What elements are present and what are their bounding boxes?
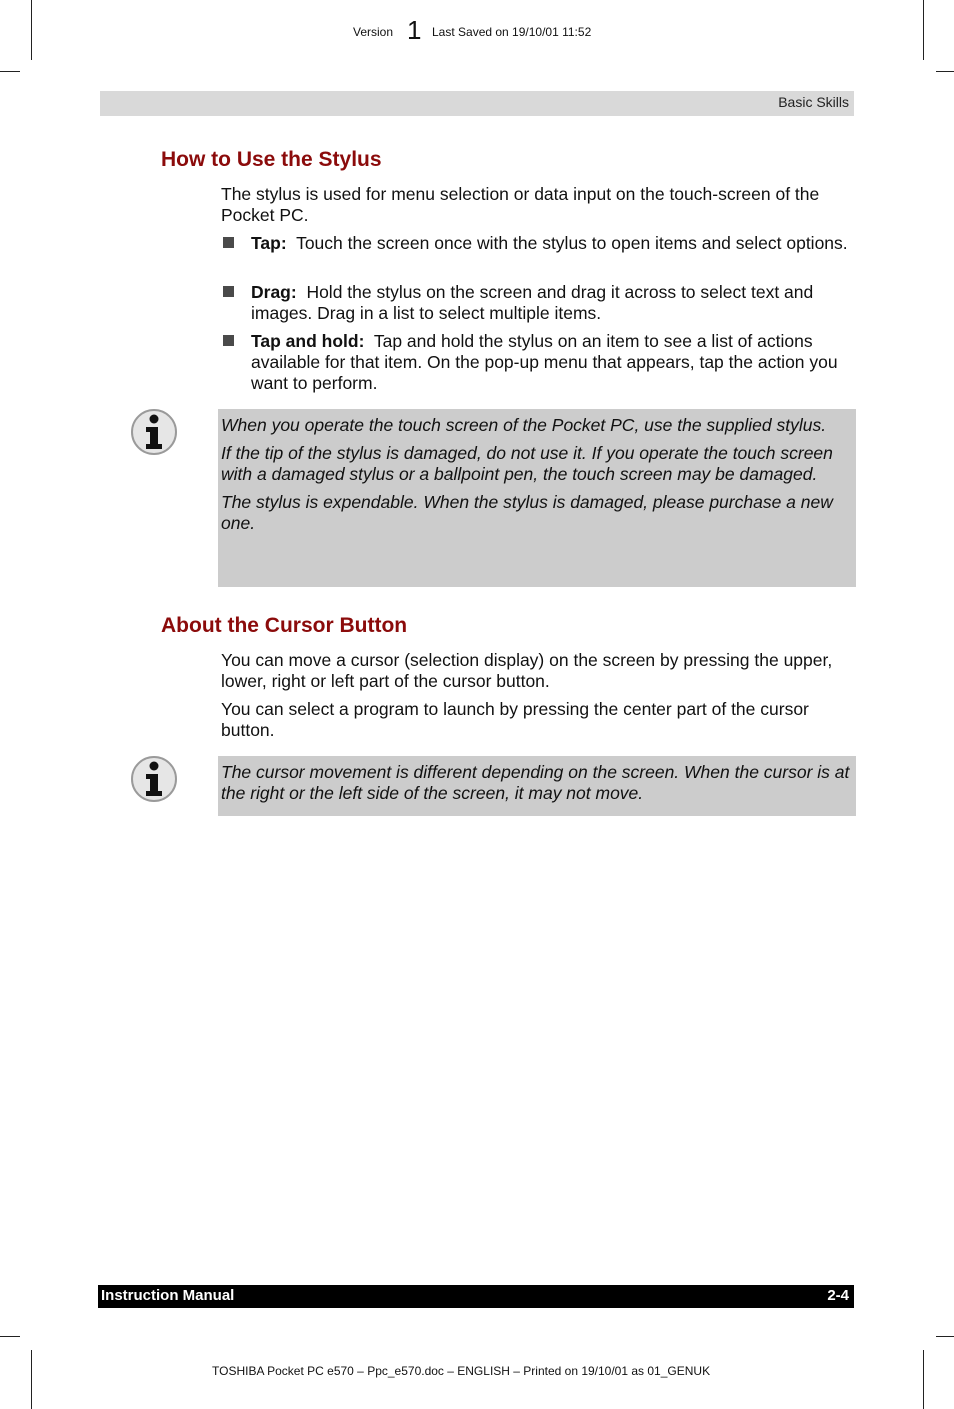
print-info: TOSHIBA Pocket PC e570 – Ppc_e570.doc – ENGLISH – Printed on 19/10/01 as 01_GENUK xyxy=(212,1364,711,1378)
list-item xyxy=(221,282,855,324)
chapter-title: Basic Skills xyxy=(778,94,849,110)
list-item xyxy=(221,233,855,254)
document-meta xyxy=(0,17,954,47)
note-text: When you operate the touch screen of the Pocket PC, use the supplied stylus. xyxy=(221,415,827,435)
bullet-square-icon xyxy=(223,237,234,248)
chapter-header xyxy=(100,91,854,116)
crop-mark xyxy=(936,1336,954,1337)
bullet-text: Tap and hold the stylus on an item to see a list of actions available for that item. On the pop-up menu that appears, tap the action you want to perform. xyxy=(251,331,838,393)
bullet-term: Drag: xyxy=(251,282,297,302)
crop-mark xyxy=(0,71,20,72)
note-box xyxy=(218,409,856,587)
list-item xyxy=(221,331,855,394)
crop-mark xyxy=(31,1350,32,1409)
footer-bar xyxy=(98,1285,854,1308)
cursor-paragraph: You can move a cursor (selection display) on the screen by pressing the upper, lower, right or left part of the cursor button. xyxy=(221,650,833,691)
section-title-cursor: About the Cursor Button xyxy=(161,614,408,637)
info-icon xyxy=(130,408,178,456)
bullet-square-icon xyxy=(223,335,234,346)
section-title-stylus: How to Use the Stylus xyxy=(161,148,382,171)
bullet-term: Tap: xyxy=(251,233,287,253)
crop-mark xyxy=(0,1336,20,1337)
cursor-paragraph: You can select a program to launch by pressing the center part of the cursor button. xyxy=(221,699,809,740)
note-text: The cursor movement is different depending on the screen. When the cursor is at the right or the left side of the screen, it may not move. xyxy=(221,762,850,803)
bullet-square-icon xyxy=(223,286,234,297)
page-number: 2-4 xyxy=(827,1287,849,1304)
version-label: Version xyxy=(353,25,394,39)
bullet-term: Tap and hold: xyxy=(251,331,365,351)
note-text: The stylus is expendable. When the stylus is damaged, please purchase a new one. xyxy=(221,492,833,533)
last-saved: Last Saved on 19/10/01 11:52 xyxy=(432,25,592,39)
version-number: 1 xyxy=(407,15,422,45)
manual-title: Instruction Manual xyxy=(101,1287,235,1304)
note-text: If the tip of the stylus is damaged, do not use it. If you operate the touch screen with a damaged stylus or a ballpoint pen, the touch screen may be damaged. xyxy=(221,443,833,484)
bullet-text: Touch the screen once with the stylus to open items and select options. xyxy=(296,233,848,253)
crop-mark xyxy=(923,1350,924,1409)
crop-mark xyxy=(936,71,954,72)
stylus-intro: The stylus is used for menu selection or data input on the touch-screen of the Pocket PC. xyxy=(221,184,820,225)
bullet-text: Hold the stylus on the screen and drag it across to select text and images. Drag in a list to select multiple items. xyxy=(251,282,814,323)
note-box xyxy=(218,756,856,816)
info-icon xyxy=(130,755,178,803)
